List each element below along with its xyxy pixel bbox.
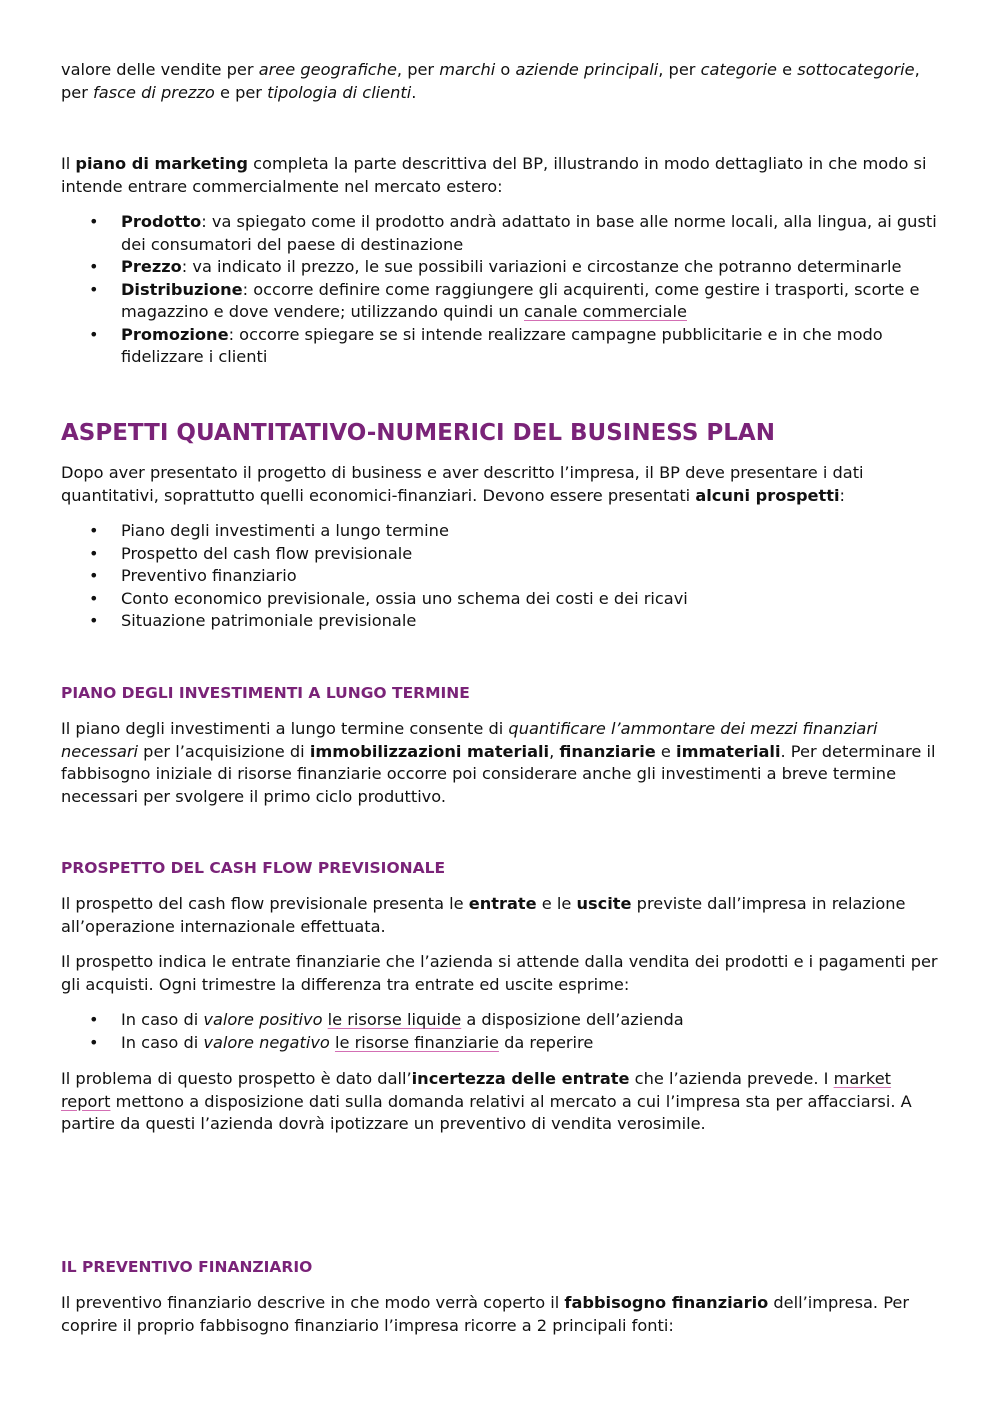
bold-term: immobilizzazioni materiali (309, 741, 550, 761)
text: o (495, 60, 516, 79)
text: Preventivo finanziario (121, 566, 297, 585)
aspetti-paragraph (61, 462, 941, 507)
text: Il preventivo finanziario descrive in che modo verrà coperto il (61, 1293, 565, 1312)
list-item (61, 211, 941, 256)
bullet-icon: • (89, 566, 99, 585)
text: e per (214, 82, 268, 102)
marketing-list (61, 211, 941, 369)
text: : va spiegato come il prodotto andrà adattato in base alle norme locali, alla lingua, ai gusti dei consumatori del paese di destinazione (121, 212, 937, 254)
bold-term: alcuni prospetti (695, 485, 840, 505)
piano-paragraph (61, 718, 941, 808)
bold-term: entrate (468, 894, 537, 913)
bullet-icon: • (89, 1010, 99, 1029)
bullet-icon: • (89, 324, 99, 344)
text: e le (536, 894, 577, 913)
list-item (61, 588, 941, 611)
intro-paragraph (61, 59, 941, 104)
prospetti-list (61, 520, 941, 633)
bold-term: incertezza delle entrate (411, 1069, 630, 1088)
bold-term: fabbisogno finanziario (564, 1293, 769, 1312)
cashflow-paragraph-1 (61, 893, 941, 938)
bullet-icon: • (89, 521, 99, 540)
bullet-icon: • (89, 588, 99, 608)
list-item (61, 256, 941, 279)
text: . (411, 82, 417, 102)
bold-term: Prezzo (121, 257, 182, 276)
list-item (61, 543, 941, 566)
text: : occorre spiegare se si intende realizzare campagne pubblicitarie e in che modo fidelizzare i clienti (121, 324, 883, 366)
bold-term: Promozione (121, 324, 229, 344)
list-item (61, 610, 941, 633)
emphasis: valore positivo (203, 1010, 323, 1029)
text: e (655, 741, 677, 761)
emphasis: tipologia di clienti (267, 82, 412, 102)
text: Il problema di questo prospetto è dato dall’ (61, 1069, 412, 1088)
text: In caso di (121, 1010, 204, 1029)
emphasis: aree geografiche (258, 60, 397, 79)
emphasis: marchi (439, 60, 496, 79)
emphasis: aziende principali (515, 60, 659, 79)
cashflow-paragraph-2: Il prospetto indica le entrate finanziarie che l’azienda si attende dalla vendita dei prodotti e i pagamenti per gli acquisti. Ogni trimestre la differenza tra entrate ed uscite esprime: (61, 952, 938, 994)
text: mettono a disposizione dati sulla domanda relativi al mercato a cui l’impresa sta per affacciarsi. A partire da questi l’azienda dovrà ipotizzare un preventivo di vendita verosimile. (61, 1091, 912, 1133)
emphasis: quantificare l’ammontare dei mezzi finanziari necessari (61, 719, 878, 761)
text: Situazione patrimoniale previsionale (121, 611, 417, 630)
text: da reperire (498, 1032, 594, 1052)
text: In caso di (121, 1032, 204, 1052)
emphasis: fasce di prezzo (93, 82, 215, 102)
bold-term: Distribuzione (121, 279, 243, 299)
text: Conto economico previsionale, ossia uno schema dei costi e dei ricavi (121, 588, 688, 608)
text: : (839, 485, 846, 505)
bold-term: piano di marketing (75, 154, 249, 173)
section-heading: ASPETTI QUANTITATIVO-NUMERICI DEL BUSINESS PLAN (61, 420, 775, 446)
bullet-icon: • (89, 543, 99, 563)
bold-term: finanziarie (559, 741, 656, 761)
emphasis: valore negativo (203, 1032, 330, 1052)
subsection-heading: PIANO DEGLI INVESTIMENTI A LUNGO TERMINE (61, 684, 470, 702)
risorse-finanziarie-link[interactable]: le risorse finanziarie (334, 1032, 499, 1052)
bold-term: immateriali (676, 741, 781, 761)
text: , per (396, 60, 440, 79)
market-report-link[interactable]: market report (61, 1069, 892, 1111)
text: Il (61, 154, 76, 173)
list-item (61, 1009, 941, 1032)
bullet-icon: • (89, 1032, 99, 1052)
marketing-paragraph (61, 153, 941, 198)
text: : va indicato il prezzo, le sue possibili variazioni e circostanze che potranno determinarle (181, 257, 902, 276)
text: dell’impresa. Per coprire il proprio fabbisogno finanziario l’impresa ricorre a 2 principali fonti: (61, 1293, 910, 1335)
text: , (549, 741, 560, 761)
text: . Per determinare il fabbisogno iniziale di risorse finanziarie occorre poi considerare anche gli investimenti a breve termine necessari per svolgere il primo ciclo produttivo. (61, 741, 936, 806)
text: a disposizione dell’azienda (461, 1010, 684, 1029)
cashflow-paragraph-3 (61, 1068, 941, 1136)
subsection-heading: PROSPETTO DEL CASH FLOW PREVISIONALE (61, 859, 446, 877)
bullet-icon: • (89, 279, 99, 299)
text: completa la parte descrittiva del BP, illustrando in modo dettagliato in che modo si intende entrare commercialmente nel mercato estero: (61, 154, 927, 196)
cashflow-list (61, 1009, 941, 1054)
preventivo-paragraph (61, 1292, 941, 1337)
text: , per (658, 60, 701, 79)
text: Prospetto del cash flow previsionale (121, 543, 413, 563)
emphasis: sottocategorie (797, 60, 915, 79)
text: : occorre definire come raggiungere gli acquirenti, come gestire i trasporti, scorte e magazzino e dove vendere; utilizzando quindi un (121, 279, 920, 321)
list-item (61, 520, 941, 543)
text: che l’azienda prevede. I (629, 1069, 834, 1088)
text: per l’acquisizione di (138, 741, 310, 761)
bullet-icon: • (89, 212, 99, 231)
list-item (61, 324, 941, 369)
bold-term: Prodotto (121, 212, 202, 231)
text: e (777, 60, 798, 79)
bullet-icon: • (89, 611, 99, 630)
subsection-heading: IL PREVENTIVO FINANZIARIO (61, 1258, 313, 1276)
list-item (61, 1032, 941, 1055)
text: Piano degli investimenti a lungo termine (121, 521, 449, 540)
canale-commerciale-link[interactable]: canale commerciale (524, 302, 687, 321)
bold-term: uscite (576, 894, 632, 913)
list-item (61, 279, 941, 324)
text: Dopo aver presentato il progetto di business e aver descritto l’impresa, il BP deve presentare i dati quantitativi, soprattutto quelli economici-finanziari. Devono essere presentati (61, 463, 864, 505)
bullet-icon: • (89, 257, 99, 276)
text: , per (61, 60, 920, 102)
risorse-liquide-link[interactable]: le risorse liquide (327, 1010, 462, 1029)
text: Il prospetto del cash flow previsionale presenta le (61, 894, 469, 913)
text: valore delle vendite per (61, 60, 259, 79)
text: previste dall’impresa in relazione all’operazione internazionale effettuata. (61, 894, 906, 936)
text: Il piano degli investimenti a lungo termine consente di (61, 719, 509, 738)
emphasis: categorie (700, 60, 777, 79)
list-item (61, 565, 941, 588)
